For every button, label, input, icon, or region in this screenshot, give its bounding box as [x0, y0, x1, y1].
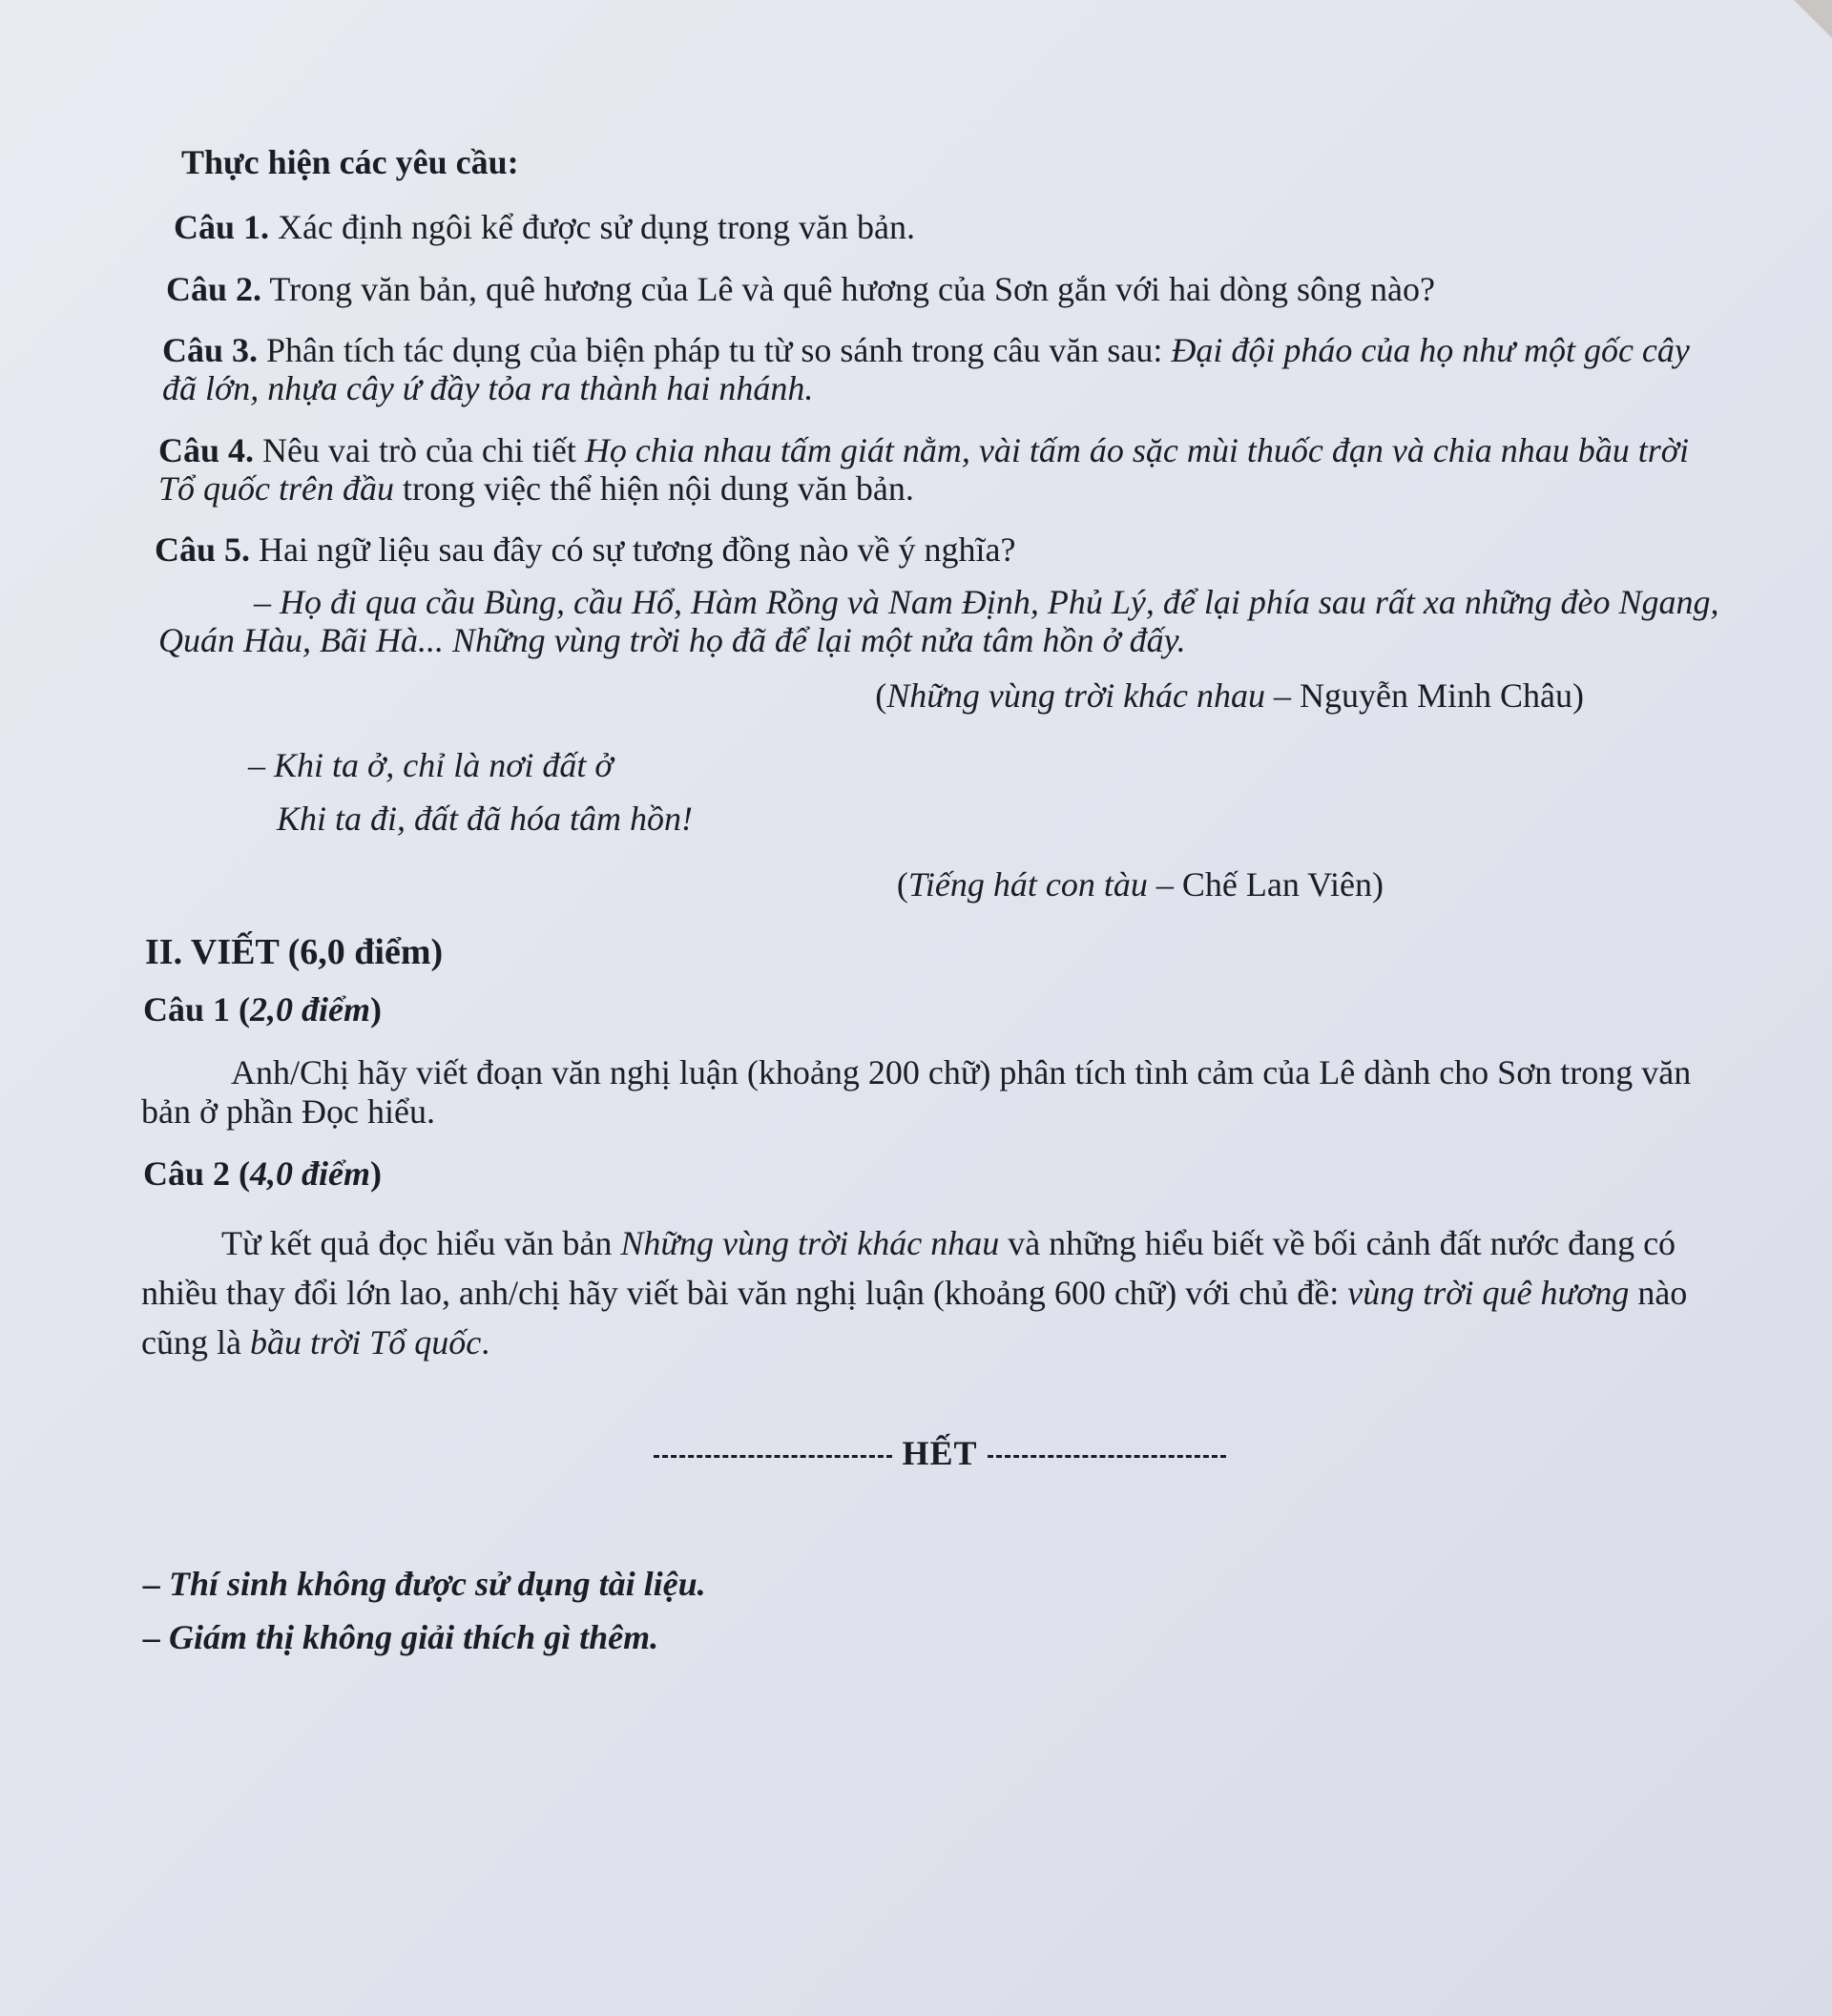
note-line: – Thí sinh không được sử dụng tài liệu. — [143, 1565, 706, 1604]
writing-question-1-heading — [143, 990, 1727, 1029]
writing-question-2-heading — [143, 1154, 1727, 1193]
work-title: Những vùng trời khác nhau — [886, 676, 1266, 716]
question-4 — [158, 431, 1727, 509]
dash-line — [654, 1455, 892, 1458]
author-name: – Chế Lan Viên) — [1147, 865, 1384, 904]
source-citation-2 — [153, 865, 1384, 904]
poem-line: Khi ta đi, đất đã hóa tâm hồn! — [277, 800, 694, 839]
poem-excerpt — [248, 739, 1727, 846]
question-points: 2,0 điểm — [250, 989, 370, 1029]
citation-open: ( — [896, 865, 908, 904]
question-2 — [166, 270, 1727, 308]
note-line: – Giám thị không giải thích gì thêm. — [143, 1618, 659, 1657]
work-title: Tiếng hát con tàu — [907, 865, 1148, 904]
question-close: ) — [370, 989, 382, 1029]
question-close: ) — [370, 1154, 382, 1194]
question-5 — [155, 530, 1727, 569]
question-label: Câu 1 ( — [143, 989, 251, 1029]
writing-question-2-text — [141, 1218, 1727, 1368]
text-run: . — [481, 1322, 490, 1361]
prose-excerpt: – Họ đi qua cầu Bùng, cầu Hổ, Hàm Rồng và Nam Định, Phủ Lý, để lại phía sau rất xa những đèo Ngang, Quán Hàu, Bãi Hà... Những vùng trời họ đã để lại một nửa tâm hồn ở đấy. — [158, 582, 1719, 659]
author-name: – Nguyễn Minh Châu) — [1265, 676, 1584, 716]
work-title: Những vùng trời khác nhau — [620, 1223, 1000, 1262]
page-corner — [1794, 0, 1832, 38]
source-citation-1 — [153, 676, 1584, 715]
topic-phrase: vùng trời quê hương — [1347, 1273, 1630, 1312]
question-text: Nêu vai trò của chi tiết — [254, 430, 585, 469]
text-run: Từ kết quả đọc hiểu văn bản — [221, 1223, 621, 1262]
question-tail: trong việc thể hiện nội dung văn bản. — [394, 468, 914, 508]
question-points: 4,0 điểm — [250, 1154, 370, 1194]
question-quote: Họ chia nhau tấm giát nằm, vài tấm áo sặc mùi thuốc đạn và chia nhau bầu trời Tổ quốc trên đầu — [158, 430, 1690, 508]
question-text: Hai ngữ liệu sau đây có sự tương đồng nào về ý nghĩa? — [250, 530, 1016, 570]
question-label: Câu 2 ( — [143, 1154, 251, 1194]
question-label: Câu 4. — [158, 430, 255, 469]
topic-phrase: bầu trời Tổ quốc — [249, 1322, 482, 1361]
question-label: Câu 2. — [166, 269, 262, 308]
requirements-heading: Thực hiện các yêu cầu: — [181, 143, 519, 181]
question-label: Câu 1. — [174, 208, 270, 247]
question-label: Câu 3. — [162, 330, 259, 369]
poem-line: – Khi ta ở, chỉ là nơi đất ở — [248, 746, 614, 785]
citation-open: ( — [875, 676, 887, 716]
question-text: Phân tích tác dụng của biện pháp tu từ so sánh trong câu văn sau: — [258, 330, 1172, 369]
text-run: và những hiểu biết về bối cảnh đất nước đang có nhiều thay đổi lớn lao, anh/chị hãy viết bài văn nghị luận (khoảng 600 chữ) với chủ đề: — [141, 1223, 1676, 1312]
question-quote: Đại đội pháo của họ như một gốc cây đã lớn, nhựa cây ứ đầy tỏa ra thành hai nhánh. — [162, 330, 1690, 408]
section-heading: II. VIẾT (6,0 điểm) — [145, 932, 444, 973]
question-3 — [162, 331, 1727, 408]
question-text: Xác định ngôi kể được sử dụng trong văn bản. — [269, 208, 915, 247]
question-text: Trong văn bản, quê hương của Lê và quê hương của Sơn gắn với hai dòng sông nào? — [261, 269, 1435, 308]
writing-question-1-text: Anh/Chị hãy viết đoạn văn nghị luận (khoảng 200 chữ) phân tích tình cảm của Lê dành cho Sơn trong văn bản ở phần Đọc hiểu. — [141, 1053, 1692, 1132]
text-run: nào cũng là — [141, 1273, 1688, 1361]
question-label: Câu 5. — [155, 530, 251, 570]
end-marker — [153, 1434, 1727, 1472]
dash-line — [988, 1455, 1226, 1458]
question-1 — [174, 208, 1727, 246]
end-text: HẾT — [902, 1434, 978, 1473]
exam-content — [141, 143, 1727, 1665]
exam-notes — [143, 1558, 1727, 1665]
